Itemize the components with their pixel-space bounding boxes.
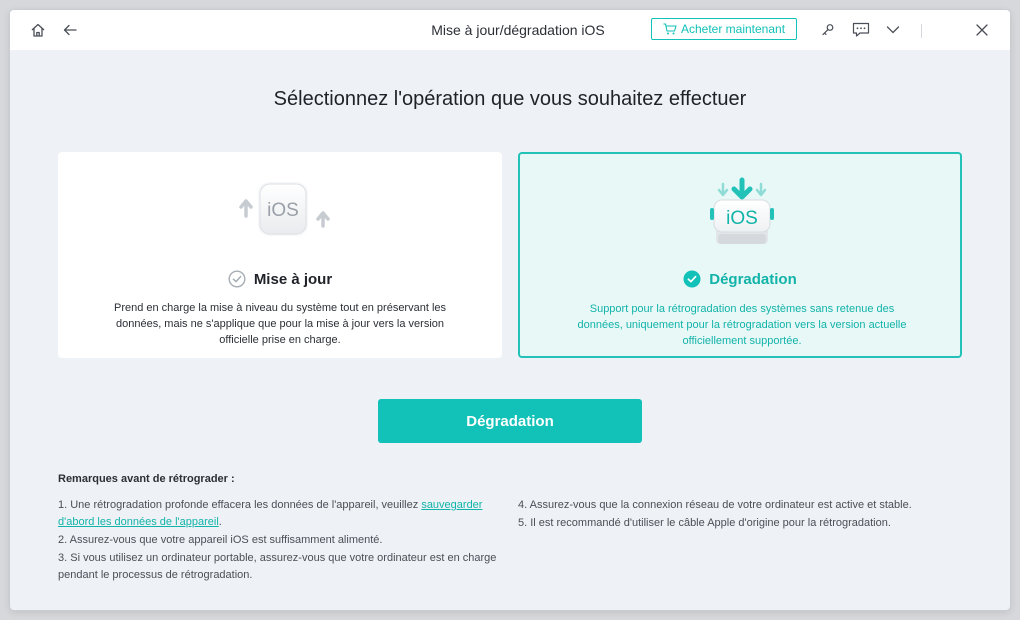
back-button[interactable] [60,20,80,40]
back-arrow-icon [62,22,78,38]
option-label: Dégradation [709,270,797,288]
check-circle-filled-icon [683,270,701,288]
check-circle-outline-icon [228,270,246,288]
cart-icon [663,23,677,35]
ios-text: iOS [267,200,299,221]
note-item: 2. Assurez-vous que votre appareil iOS est suffisamment alimenté. [58,534,383,546]
note-item: 5. Il est recommandé d'utiliser le câble Apple d'origine pour la rétrogradation. [518,517,891,529]
license-key-button[interactable] [818,20,838,40]
note-item: 3. Si vous utilisez un ordinateur portable, assurez-vous que votre ordinateur est en charge pendant le processus de rétrogradation. [58,552,497,581]
title-bar-divider [921,24,922,38]
chevron-down-icon [886,23,900,37]
notes-column-right [518,497,978,533]
option-description: Prend en charge la mise à niveau du système tout en préservant les données, mais ne s'applique que pour la mise à jour vers la version officielle prise en charge. [113,302,447,346]
menu-button[interactable] [883,20,903,40]
feedback-icon [852,22,870,38]
option-label-row [520,270,960,288]
note-text: 1. Une rétrogradation profonde effacera les données de l'appareil, veuillez [58,499,422,511]
ios-update-illustration [228,174,332,254]
key-icon [821,23,835,37]
option-card-update[interactable] [58,152,502,358]
note-item [58,497,498,531]
note-text: . [218,516,222,528]
home-button[interactable] [28,20,48,40]
downgrade-button[interactable]: Dégradation [378,399,642,443]
home-icon [30,22,46,38]
note-item: 4. Assurez-vous que la connexion réseau de votre ordinateur est active et stable. [518,499,912,511]
option-label-row [58,270,502,288]
buy-now-button[interactable] [651,18,797,40]
title-bar [10,10,1010,50]
page-heading: Sélectionnez l'opération que vous souhaitez effectuer [273,88,747,110]
ios-downgrade-illustration [690,174,794,254]
option-description: Support pour la rétrogradation des systèmes sans retenue des données, uniquement pour la rétrogradation vers la version actuelle officiellement supportée. [577,303,907,347]
notes-title: Remarques avant de rétrograder : [58,473,235,485]
buy-now-label: Acheter maintenant [680,22,786,36]
close-button[interactable] [972,20,992,40]
window-title: Mise à jour/dégradation iOS [431,22,605,38]
app-window [10,10,1010,610]
option-card-downgrade[interactable] [518,152,962,358]
close-icon [976,24,988,36]
ios-text: iOS [726,208,758,229]
notes-column-left [58,497,498,585]
option-label: Mise à jour [253,270,333,288]
feedback-button[interactable] [851,20,871,40]
backup-data-link[interactable]: sauvegarder d'abord les données de l'appareil [58,499,483,528]
